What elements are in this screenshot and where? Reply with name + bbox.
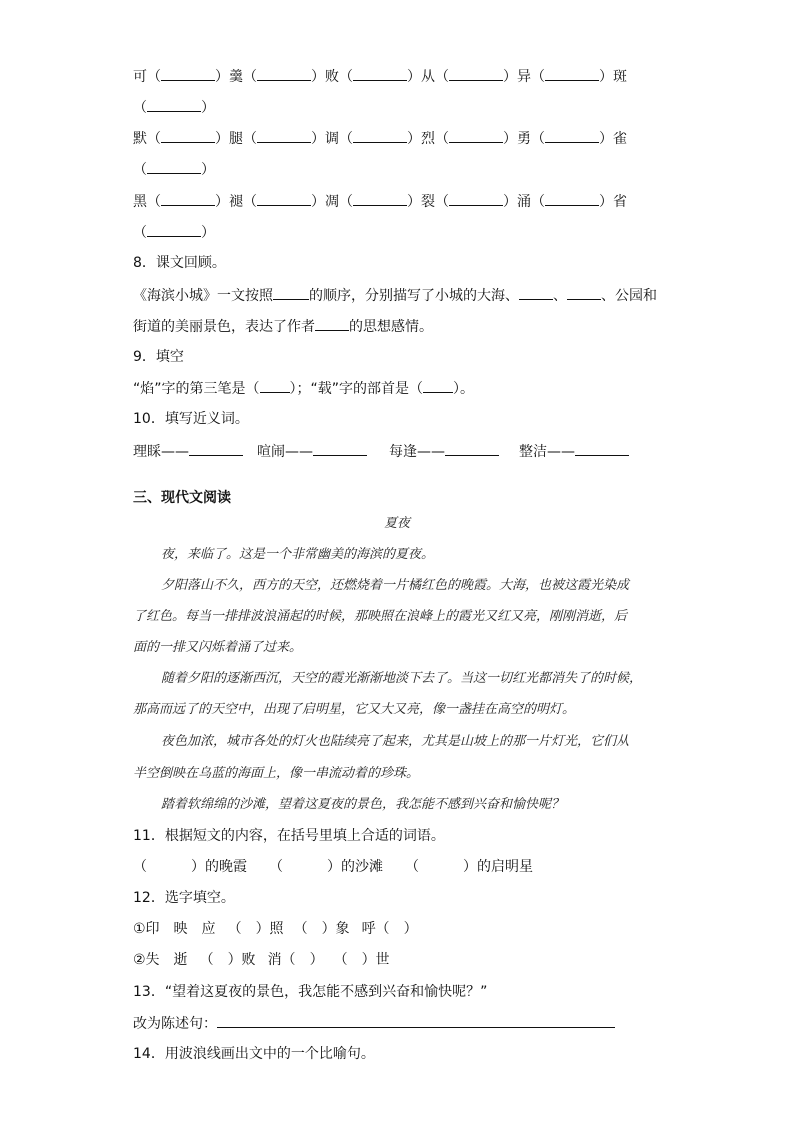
- answer-blank[interactable]: [423, 378, 453, 393]
- q7-row-3-wrap: （ ）: [133, 222, 215, 243]
- q7-row-1: 可（ ）羹（ ）败（ ）从（ ）异（ ）斑: [133, 66, 627, 87]
- q7-row-2-wrap: （ ）: [133, 159, 215, 180]
- passage-paragraph: 随着夕阳的逐渐西沉，天空的霞光渐渐地淡下去了。当这一切红光都消失了的时候，: [161, 671, 643, 686]
- char: 从: [421, 69, 435, 85]
- answer-blank[interactable]: [449, 191, 503, 206]
- answer-blank[interactable]: [161, 128, 215, 143]
- answer-blank[interactable]: [575, 441, 629, 456]
- answer-blank[interactable]: [161, 191, 215, 206]
- question-8-line-1: 《海滨小城》一文按照 的顺序，分别描写了小城的大海、 、 、公园和: [133, 285, 657, 306]
- question-12-row-1: ①印 映 应 （ ）照 （ ）象 呼（ ）: [133, 921, 418, 937]
- passage-paragraph: 夕阳落山不久，西方的天空，还燃烧着一片橘红色的晚霞。大海，也被这霞光染成: [161, 578, 630, 593]
- question-8-line-2: 街道的美丽景色，表达了作者 的思想感情。: [133, 316, 433, 337]
- passage-paragraph: 半空倒映在乌蓝的海面上，像一串流动着的珍珠。: [133, 766, 420, 781]
- answer-blank[interactable]: [315, 316, 349, 331]
- answer-blank[interactable]: [353, 191, 407, 206]
- answer-blank[interactable]: [545, 128, 599, 143]
- question-10-title: 10．填写近义词。: [133, 411, 249, 427]
- answer-blank[interactable]: [257, 66, 311, 81]
- answer-blank[interactable]: [353, 128, 407, 143]
- passage-paragraph: 了红色。每当一排排波浪涌起的时候，那映照在浪峰上的霞光又红又亮，刚刚消逝，后: [133, 609, 628, 624]
- q7-row-3: 黑（ ）褪（ ）凋（ ）裂（ ）涌（ ）省: [133, 191, 627, 212]
- answer-blank[interactable]: [313, 441, 367, 456]
- question-13-title: 13．“望着这夏夜的景色，我怎能不感到兴奋和愉快呢？”: [133, 984, 488, 1000]
- passage-paragraph: 面的一排又闪烁着涌了过来。: [133, 640, 303, 655]
- question-10-words: 理睬—— 喧闹—— 每逢—— 整洁——: [133, 441, 629, 462]
- passage-paragraph: 夜，来临了。这是一个非常幽美的海滨的夏夜。: [161, 547, 435, 562]
- passage-paragraph: 踏着软绵绵的沙滩，望着这夏夜的景色，我怎能不感到兴奋和愉快呢？: [161, 797, 565, 812]
- section-title: 三、现代文阅读: [133, 490, 231, 506]
- answer-blank[interactable]: [147, 222, 201, 237]
- q7-row-1-wrap: （ ）: [133, 97, 215, 118]
- char: 异: [517, 69, 531, 85]
- answer-blank[interactable]: [257, 191, 311, 206]
- passage-paragraph: 夜色加浓，城市各处的灯火也陆续亮了起来，尤其是山坡上的那一片灯光，它们从: [161, 734, 630, 749]
- question-11-items: （ ）的晚霞 （ ）的沙滩 （ ）的启明星: [133, 859, 533, 875]
- answer-blank[interactable]: [189, 441, 243, 456]
- answer-blank[interactable]: [449, 66, 503, 81]
- answer-blank[interactable]: [545, 191, 599, 206]
- answer-blank[interactable]: [545, 66, 599, 81]
- passage-title: 夏夜: [384, 516, 411, 531]
- answer-blank[interactable]: [147, 159, 201, 174]
- answer-blank[interactable]: [445, 441, 499, 456]
- answer-blank[interactable]: [257, 128, 311, 143]
- question-12-title: 12．选字填空。: [133, 890, 235, 906]
- answer-blank[interactable]: [519, 285, 553, 300]
- question-8-title: 8．课文回顾。: [133, 255, 226, 271]
- char: 败: [325, 69, 339, 85]
- answer-blank[interactable]: [260, 378, 290, 393]
- answer-blank[interactable]: [567, 285, 601, 300]
- char: 羹: [229, 69, 243, 85]
- answer-blank[interactable]: [161, 66, 215, 81]
- q7-row-2: 默（ ）腿（ ）调（ ）烈（ ）勇（ ）雀: [133, 128, 627, 149]
- question-13-answer-line: 改为陈述句：: [133, 1013, 615, 1034]
- question-12-row-2: ②失 逝 （ ）败 消（ ） （ ）世: [133, 952, 390, 968]
- question-9-line: “焰”字的第三笔是（ ）；“载”字的部首是（ ）。: [133, 378, 474, 399]
- question-9-title: 9．填空: [133, 349, 184, 365]
- answer-blank[interactable]: [353, 66, 407, 81]
- char: 可: [133, 69, 147, 85]
- answer-blank[interactable]: [273, 285, 309, 300]
- passage-paragraph: 那高而远了的天空中，出现了启明星，它又大又亮，像一盏挂在高空的明灯。: [133, 702, 576, 717]
- answer-line[interactable]: [217, 1013, 615, 1028]
- char: 斑: [613, 69, 627, 85]
- question-14-title: 14．用波浪线画出文中的一个比喻句。: [133, 1046, 375, 1062]
- answer-blank[interactable]: [449, 128, 503, 143]
- answer-blank[interactable]: [147, 97, 201, 112]
- question-11-title: 11．根据短文的内容，在括号里填上合适的词语。: [133, 828, 445, 844]
